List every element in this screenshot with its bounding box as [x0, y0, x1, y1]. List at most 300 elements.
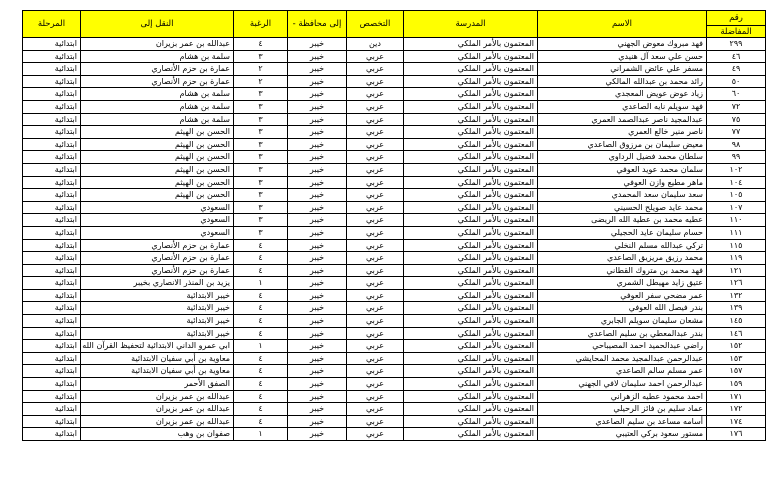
stage-cell: ابتدائية: [23, 264, 81, 277]
table-row: [23, 201, 766, 214]
school-cell: المعتمون بالأمر الملكي: [404, 239, 538, 252]
serial-cell: ١٠٢: [707, 163, 766, 176]
school-cell: المعتمون بالأمر الملكي: [404, 100, 538, 113]
name-cell: راضي عبدالحميد احمد المصيباحي: [538, 340, 707, 353]
serial-cell: ١٣٩: [707, 302, 766, 315]
specialty-cell: عربي: [347, 352, 404, 365]
governorate-cell: خيبر: [288, 277, 347, 290]
school-cell: المعتمون بالأمر الملكي: [404, 176, 538, 189]
governorate-cell: خيبر: [288, 428, 347, 441]
wish-cell: ٤: [234, 239, 288, 252]
table-row: [23, 390, 766, 403]
stage-cell: ابتدائية: [23, 327, 81, 340]
governorate-cell: خيبر: [288, 378, 347, 391]
move-to-cell: الصفق الأحمر: [81, 378, 234, 391]
serial-cell: ١٤٥: [707, 315, 766, 328]
wish-cell: ٢: [234, 75, 288, 88]
move-to-cell: السعودي: [81, 226, 234, 239]
stage-cell: ابتدائية: [23, 302, 81, 315]
table-row: [23, 264, 766, 277]
stage-cell: ابتدائية: [23, 415, 81, 428]
table-row: [23, 176, 766, 189]
governorate-cell: خيبر: [288, 315, 347, 328]
school-cell: المعتمون بالأمر الملكي: [404, 113, 538, 126]
governorate-cell: خيبر: [288, 264, 347, 277]
name-cell: رائد محمد بن عبدالله المالكي: [538, 75, 707, 88]
wish-cell: ٤: [234, 252, 288, 265]
table-row: [23, 277, 766, 290]
name-cell: تركي عبدالله مسلم النخلي: [538, 239, 707, 252]
serial-cell: ١٥٣: [707, 352, 766, 365]
school-cell: المعتمون بالأمر الملكي: [404, 365, 538, 378]
stage-cell: ابتدائية: [23, 239, 81, 252]
stage-cell: ابتدائية: [23, 151, 81, 164]
specialty-cell: دين: [347, 38, 404, 51]
move-to-cell: صفوان بن وهب: [81, 428, 234, 441]
table-row: [23, 151, 766, 164]
governorate-cell: خيبر: [288, 138, 347, 151]
specialty-cell: عربي: [347, 302, 404, 315]
serial-cell: ١١٩: [707, 252, 766, 265]
name-cell: سلمان محمد عويد العوفي: [538, 163, 707, 176]
school-cell: المعتمون بالأمر الملكي: [404, 378, 538, 391]
name-cell: ناصر منير خالع العمري: [538, 126, 707, 139]
move-to-cell: ابي عمرو الداني الابتدائية لتحفيظ القرآن الله: [81, 340, 234, 353]
table-row: [23, 340, 766, 353]
governorate-cell: خيبر: [288, 226, 347, 239]
wish-cell: ٢: [234, 63, 288, 76]
serial-cell: ٧٧: [707, 126, 766, 139]
table-row: [23, 252, 766, 265]
table-row: [23, 403, 766, 416]
serial-cell: ١٥٩: [707, 378, 766, 391]
table-row: [23, 189, 766, 202]
governorate-cell: خيبر: [288, 239, 347, 252]
governorate-cell: خيبر: [288, 63, 347, 76]
move-to-cell: عبدالله بن عمر بزيران: [81, 415, 234, 428]
header-wish: الرغبة: [234, 11, 288, 38]
specialty-cell: عربي: [347, 378, 404, 391]
table-row: [23, 163, 766, 176]
serial-cell: ١١٠: [707, 214, 766, 227]
move-to-cell: عمارة بن حزم الأنصاري: [81, 252, 234, 265]
school-cell: المعتمون بالأمر الملكي: [404, 428, 538, 441]
school-cell: المعتمون بالأمر الملكي: [404, 63, 538, 76]
stage-cell: ابتدائية: [23, 163, 81, 176]
name-cell: محمد رزيق مريزيق الصاعدي: [538, 252, 707, 265]
wish-cell: ٣: [234, 50, 288, 63]
governorate-cell: خيبر: [288, 403, 347, 416]
specialty-cell: عربي: [347, 100, 404, 113]
wish-cell: ٣: [234, 214, 288, 227]
table-row: [23, 38, 766, 51]
specialty-cell: عربي: [347, 340, 404, 353]
serial-cell: ٥٠: [707, 75, 766, 88]
serial-cell: ١٧١: [707, 390, 766, 403]
move-to-cell: سلمة بن هشام: [81, 50, 234, 63]
table-row: [23, 428, 766, 441]
serial-cell: ١٧٢: [707, 403, 766, 416]
table-row: [23, 138, 766, 151]
governorate-cell: خيبر: [288, 327, 347, 340]
name-cell: أسامه مساعد بن سليم الصاعدي: [538, 415, 707, 428]
school-cell: المعتمون بالأمر الملكي: [404, 340, 538, 353]
governorate-cell: خيبر: [288, 163, 347, 176]
header-move-to: النقل إلى: [81, 11, 234, 38]
school-cell: المعتمون بالأمر الملكي: [404, 252, 538, 265]
specialty-cell: عربي: [347, 289, 404, 302]
stage-cell: ابتدائية: [23, 201, 81, 214]
move-to-cell: الحسن بن الهيثم: [81, 163, 234, 176]
governorate-cell: خيبر: [288, 289, 347, 302]
move-to-cell: خيبر الابتدائية: [81, 302, 234, 315]
move-to-cell: الحسن بن الهيثم: [81, 138, 234, 151]
specialty-cell: عربي: [347, 365, 404, 378]
stage-cell: ابتدائية: [23, 252, 81, 265]
name-cell: حسام سليمان عايد الحجيلي: [538, 226, 707, 239]
header-serial-top: رقم: [707, 11, 766, 26]
serial-cell: ١٠٤: [707, 176, 766, 189]
wish-cell: ٤: [234, 315, 288, 328]
specialty-cell: عربي: [347, 428, 404, 441]
move-to-cell: عبدالله بن عمر بزيران: [81, 403, 234, 416]
school-cell: المعتمون بالأمر الملكي: [404, 302, 538, 315]
serial-cell: ٦٠: [707, 88, 766, 101]
name-cell: مسفر علي عائض الشمراني: [538, 63, 707, 76]
table-row: [23, 50, 766, 63]
specialty-cell: عربي: [347, 390, 404, 403]
stage-cell: ابتدائية: [23, 340, 81, 353]
specialty-cell: عربي: [347, 226, 404, 239]
table-row: [23, 63, 766, 76]
school-cell: المعتمون بالأمر الملكي: [404, 315, 538, 328]
school-cell: المعتمون بالأمر الملكي: [404, 403, 538, 416]
stage-cell: ابتدائية: [23, 100, 81, 113]
stage-cell: ابتدائية: [23, 75, 81, 88]
specialty-cell: عربي: [347, 151, 404, 164]
stage-cell: ابتدائية: [23, 176, 81, 189]
serial-cell: ١١١: [707, 226, 766, 239]
wish-cell: ٤: [234, 415, 288, 428]
school-cell: المعتمون بالأمر الملكي: [404, 327, 538, 340]
specialty-cell: عربي: [347, 113, 404, 126]
name-cell: مستور سعود بركي العتيبي: [538, 428, 707, 441]
governorate-cell: خيبر: [288, 189, 347, 202]
wish-cell: ٣: [234, 138, 288, 151]
serial-cell: ٧٥: [707, 113, 766, 126]
stage-cell: ابتدائية: [23, 138, 81, 151]
school-cell: المعتمون بالأمر الملكي: [404, 189, 538, 202]
move-to-cell: الحسن بن الهيثم: [81, 126, 234, 139]
school-cell: المعتمون بالأمر الملكي: [404, 201, 538, 214]
stage-cell: ابتدائية: [23, 50, 81, 63]
governorate-cell: خيبر: [288, 214, 347, 227]
name-cell: فهد محمد بن متروك القطاني: [538, 264, 707, 277]
stage-cell: ابتدائية: [23, 428, 81, 441]
table-row: [23, 302, 766, 315]
stage-cell: ابتدائية: [23, 63, 81, 76]
table-row: [23, 100, 766, 113]
wish-cell: ٤: [234, 302, 288, 315]
move-to-cell: عبدالله بن عمر بزيران: [81, 38, 234, 51]
wish-cell: ٤: [234, 390, 288, 403]
serial-cell: ١٢١: [707, 264, 766, 277]
wish-cell: ٣: [234, 226, 288, 239]
specialty-cell: عربي: [347, 201, 404, 214]
serial-cell: ١٥٧: [707, 365, 766, 378]
name-cell: زياد عوض عويض المعجدي: [538, 88, 707, 101]
serial-cell: ١٢٦: [707, 277, 766, 290]
specialty-cell: عربي: [347, 126, 404, 139]
governorate-cell: خيبر: [288, 252, 347, 265]
name-cell: فهد سويلم نايه الصاعدي: [538, 100, 707, 113]
table-row: [23, 352, 766, 365]
wish-cell: ٤: [234, 403, 288, 416]
stage-cell: ابتدائية: [23, 365, 81, 378]
governorate-cell: خيبر: [288, 415, 347, 428]
move-to-cell: معاوية بن أبي سفيان الابتدائية: [81, 365, 234, 378]
specialty-cell: عربي: [347, 189, 404, 202]
table-body: [23, 38, 766, 441]
governorate-cell: خيبر: [288, 352, 347, 365]
name-cell: سعد سليمان سعد المحمدي: [538, 189, 707, 202]
stage-cell: ابتدائية: [23, 315, 81, 328]
school-cell: المعتمون بالأمر الملكي: [404, 264, 538, 277]
header-specialty: التخصص: [347, 11, 404, 38]
governorate-cell: خيبر: [288, 38, 347, 51]
wish-cell: ٤: [234, 38, 288, 51]
stage-cell: ابتدائية: [23, 38, 81, 51]
governorate-cell: خيبر: [288, 126, 347, 139]
name-cell: احمد محمود عطيه الزهراني: [538, 390, 707, 403]
move-to-cell: الحسن بن الهيثم: [81, 189, 234, 202]
name-cell: عماد سليم بن فائز الرحيلي: [538, 403, 707, 416]
wish-cell: ٤: [234, 352, 288, 365]
stage-cell: ابتدائية: [23, 214, 81, 227]
specialty-cell: عربي: [347, 403, 404, 416]
school-cell: المعتمون بالأمر الملكي: [404, 50, 538, 63]
wish-cell: ٣: [234, 100, 288, 113]
specialty-cell: عربي: [347, 264, 404, 277]
school-cell: المعتمون بالأمر الملكي: [404, 38, 538, 51]
serial-cell: ١٧٤: [707, 415, 766, 428]
governorate-cell: خيبر: [288, 365, 347, 378]
move-to-cell: عبدالله بن عمر بزيران: [81, 390, 234, 403]
name-cell: محمد عايد صويلح الحسيني: [538, 201, 707, 214]
name-cell: عبدالمجيد ناصر عبدالصمد العمري: [538, 113, 707, 126]
header-name: الاسم: [538, 11, 707, 38]
name-cell: بندر عبدالمعطي بن سليم الصاعدي: [538, 327, 707, 340]
table-row: [23, 88, 766, 101]
table-row: [23, 113, 766, 126]
table-row: [23, 378, 766, 391]
governorate-cell: خيبر: [288, 88, 347, 101]
name-cell: مشعان سليمان سويلم الجابري: [538, 315, 707, 328]
table-row: [23, 75, 766, 88]
name-cell: معيض سليمان بن مرزوق الصاعدي: [538, 138, 707, 151]
governorate-cell: خيبر: [288, 176, 347, 189]
move-to-cell: عمارة بن حزم الأنصاري: [81, 75, 234, 88]
wish-cell: ٣: [234, 176, 288, 189]
move-to-cell: السعودي: [81, 214, 234, 227]
move-to-cell: سلمة بن هشام: [81, 100, 234, 113]
school-cell: المعتمون بالأمر الملكي: [404, 214, 538, 227]
wish-cell: ٣: [234, 88, 288, 101]
school-cell: المعتمون بالأمر الملكي: [404, 226, 538, 239]
serial-cell: ٧٢: [707, 100, 766, 113]
school-cell: المعتمون بالأمر الملكي: [404, 75, 538, 88]
specialty-cell: عربي: [347, 63, 404, 76]
specialty-cell: عربي: [347, 176, 404, 189]
serial-cell: ١٣٢: [707, 289, 766, 302]
specialty-cell: عربي: [347, 75, 404, 88]
school-cell: المعتمون بالأمر الملكي: [404, 138, 538, 151]
wish-cell: ١: [234, 428, 288, 441]
governorate-cell: خيبر: [288, 100, 347, 113]
governorate-cell: خيبر: [288, 50, 347, 63]
school-cell: المعتمون بالأمر الملكي: [404, 151, 538, 164]
school-cell: المعتمون بالأمر الملكي: [404, 277, 538, 290]
specialty-cell: عربي: [347, 252, 404, 265]
table-row: [23, 327, 766, 340]
specialty-cell: عربي: [347, 415, 404, 428]
table-row: [23, 289, 766, 302]
name-cell: عبدالرحمن عبدالمجيد محمد المحايشي: [538, 352, 707, 365]
serial-cell: ٤٩: [707, 63, 766, 76]
school-cell: المعتمون بالأمر الملكي: [404, 352, 538, 365]
wish-cell: ٣: [234, 113, 288, 126]
serial-cell: ١٠٥: [707, 189, 766, 202]
serial-cell: ٢٩٩: [707, 38, 766, 51]
stage-cell: ابتدائية: [23, 226, 81, 239]
move-to-cell: سلمة بن هشام: [81, 113, 234, 126]
move-to-cell: عمارة بن حزم الأنصاري: [81, 239, 234, 252]
school-cell: المعتمون بالأمر الملكي: [404, 289, 538, 302]
table-row: [23, 415, 766, 428]
stage-cell: ابتدائية: [23, 189, 81, 202]
school-cell: المعتمون بالأمر الملكي: [404, 415, 538, 428]
school-cell: المعتمون بالأمر الملكي: [404, 163, 538, 176]
table-row: [23, 214, 766, 227]
wish-cell: ٤: [234, 289, 288, 302]
stage-cell: ابتدائية: [23, 126, 81, 139]
governorate-cell: خيبر: [288, 151, 347, 164]
table-row: [23, 365, 766, 378]
stage-cell: ابتدائية: [23, 390, 81, 403]
name-cell: عبدالرحمن احمد سليمان لافي الجهني: [538, 378, 707, 391]
wish-cell: ١: [234, 340, 288, 353]
specialty-cell: عربي: [347, 138, 404, 151]
header-school: المدرسة: [404, 11, 538, 38]
specialty-cell: عربي: [347, 50, 404, 63]
specialty-cell: عربي: [347, 239, 404, 252]
wish-cell: ٣: [234, 189, 288, 202]
move-to-cell: معاوية بن أبي سفيان الابتدائية: [81, 352, 234, 365]
table-row: [23, 315, 766, 328]
serial-cell: ١٧٦: [707, 428, 766, 441]
governorate-cell: خيبر: [288, 201, 347, 214]
header-serial-bottom: المفاضلة: [707, 26, 766, 38]
header-stage: المرحلة: [23, 11, 81, 38]
specialty-cell: عربي: [347, 327, 404, 340]
specialty-cell: عربي: [347, 88, 404, 101]
stage-cell: ابتدائية: [23, 378, 81, 391]
table-row: [23, 226, 766, 239]
move-to-cell: خيبر الابتدائية: [81, 315, 234, 328]
specialty-cell: عربي: [347, 315, 404, 328]
transfer-table-sheet: [22, 10, 752, 441]
table-row: [23, 126, 766, 139]
move-to-cell: السعودي: [81, 201, 234, 214]
move-to-cell: عمارة بن حزم الأنصاري: [81, 264, 234, 277]
wish-cell: ٤: [234, 327, 288, 340]
stage-cell: ابتدائية: [23, 113, 81, 126]
name-cell: عطيه محمد بن عطية الله الريضى: [538, 214, 707, 227]
transfer-table: [22, 10, 766, 441]
stage-cell: ابتدائية: [23, 289, 81, 302]
move-to-cell: خيبر الابتدائية: [81, 289, 234, 302]
specialty-cell: عربي: [347, 163, 404, 176]
serial-cell: ١٤٦: [707, 327, 766, 340]
move-to-cell: خيبر الابتدائية: [81, 327, 234, 340]
wish-cell: ٣: [234, 126, 288, 139]
wish-cell: ٤: [234, 378, 288, 391]
serial-cell: ١٠٧: [707, 201, 766, 214]
header-governorate: إلى محافظة -: [288, 11, 347, 38]
name-cell: بندر فيصل الله العوفي: [538, 302, 707, 315]
school-cell: المعتمون بالأمر الملكي: [404, 88, 538, 101]
wish-cell: ٣: [234, 163, 288, 176]
name-cell: عتيق زايد مهيطل الشمري: [538, 277, 707, 290]
name-cell: عمر مضحي سفر العوفي: [538, 289, 707, 302]
serial-cell: ١٥٢: [707, 340, 766, 353]
specialty-cell: عربي: [347, 277, 404, 290]
governorate-cell: خيبر: [288, 390, 347, 403]
governorate-cell: خيبر: [288, 75, 347, 88]
governorate-cell: خيبر: [288, 340, 347, 353]
serial-cell: ٩٨: [707, 138, 766, 151]
name-cell: فهد مبروك معوض الجهني: [538, 38, 707, 51]
wish-cell: ٤: [234, 264, 288, 277]
specialty-cell: عربي: [347, 214, 404, 227]
table-row: [23, 239, 766, 252]
school-cell: المعتمون بالأمر الملكي: [404, 390, 538, 403]
governorate-cell: خيبر: [288, 113, 347, 126]
serial-cell: ٩٩: [707, 151, 766, 164]
serial-cell: ٤٦: [707, 50, 766, 63]
wish-cell: ٤: [234, 365, 288, 378]
move-to-cell: الحسن بن الهيثم: [81, 151, 234, 164]
stage-cell: ابتدائية: [23, 277, 81, 290]
wish-cell: ٣: [234, 201, 288, 214]
stage-cell: ابتدائية: [23, 403, 81, 416]
move-to-cell: سلمة بن هشام: [81, 88, 234, 101]
name-cell: حسن علي سعد آل هنيدي: [538, 50, 707, 63]
name-cell: سلطان محمد فضيل الرداوي: [538, 151, 707, 164]
governorate-cell: خيبر: [288, 302, 347, 315]
name-cell: عمر مسلم سالم الصاعدي: [538, 365, 707, 378]
name-cell: ماهر مطيع وازن العوفي: [538, 176, 707, 189]
school-cell: المعتمون بالأمر الملكي: [404, 126, 538, 139]
serial-cell: ١١٥: [707, 239, 766, 252]
move-to-cell: عمارة بن حزم الأنصاري: [81, 63, 234, 76]
stage-cell: ابتدائية: [23, 352, 81, 365]
stage-cell: ابتدائية: [23, 88, 81, 101]
wish-cell: ١: [234, 277, 288, 290]
wish-cell: ٣: [234, 151, 288, 164]
move-to-cell: يزيد بن المنذر الانصاري بخيبر: [81, 277, 234, 290]
move-to-cell: الحسن بن الهيثم: [81, 176, 234, 189]
